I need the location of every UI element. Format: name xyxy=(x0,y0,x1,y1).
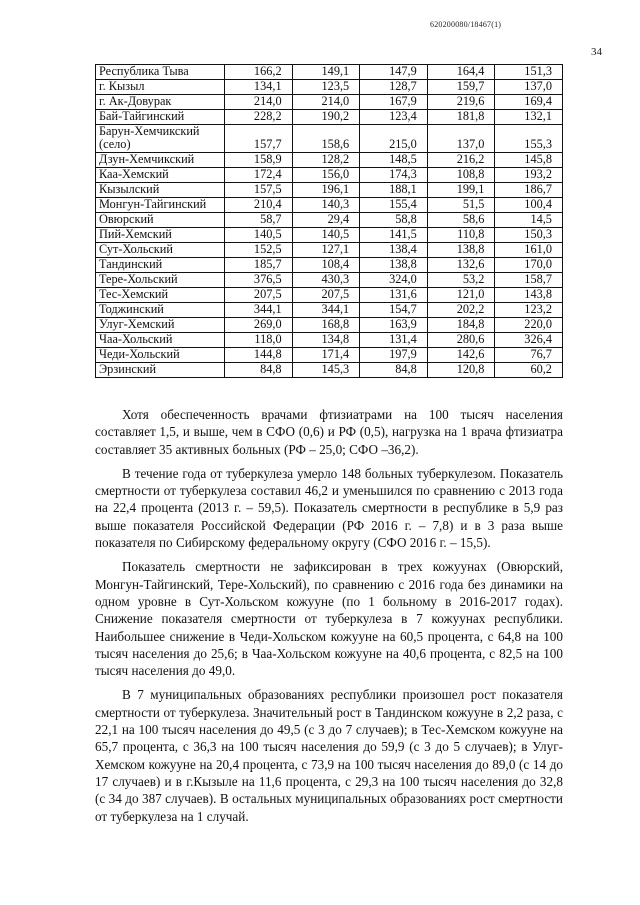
value-cell: 108,4 xyxy=(292,258,360,273)
value-cell: 140,3 xyxy=(292,198,360,213)
region-name-cell: Тоджинский xyxy=(96,303,225,318)
value-cell: 430,3 xyxy=(292,273,360,288)
value-cell: 123,5 xyxy=(292,80,360,95)
value-cell: 147,9 xyxy=(360,65,428,80)
table-row xyxy=(96,125,563,153)
value-cell: 174,3 xyxy=(360,168,428,183)
value-cell: 123,4 xyxy=(360,110,428,125)
value-cell: 151,3 xyxy=(495,65,563,80)
table-row xyxy=(96,213,563,228)
region-name-cell: Тере-Хольский xyxy=(96,273,225,288)
value-cell: 138,4 xyxy=(360,243,428,258)
value-cell: 120,8 xyxy=(427,363,495,378)
value-cell: 140,5 xyxy=(225,228,293,243)
value-cell: 84,8 xyxy=(360,363,428,378)
value-cell: 228,2 xyxy=(225,110,293,125)
table-row xyxy=(96,318,563,333)
table-row xyxy=(96,273,563,288)
value-cell: 128,7 xyxy=(360,80,428,95)
value-cell: 140,5 xyxy=(292,228,360,243)
value-cell: 220,0 xyxy=(495,318,563,333)
value-cell: 76,7 xyxy=(495,348,563,363)
table-row xyxy=(96,363,563,378)
value-cell: 134,1 xyxy=(225,80,293,95)
table-row xyxy=(96,333,563,348)
value-cell: 376,5 xyxy=(225,273,293,288)
table-row xyxy=(96,110,563,125)
table-row xyxy=(96,303,563,318)
value-cell: 188,1 xyxy=(360,183,428,198)
paragraph: Показатель смертности не зафиксирован в трех кожуунах (Овюрский, Монгун-Тайгинский, Тере-Хольский), по сравнению с 2016 года без динамики на одном уровне в Сут-Хольском кожууне (по 1 больному в 2016-2017 годах). Снижение показателя смертности от туберкулеза в 7 кожуунах республики. Наибольшее снижение в Чеди-Хольском кожууне на 60,5 процента, с 64,8 на 100 тысяч населения до 25,6; в Чаа-Хольском кожууне на 40,6 процента, с 82,5 на 100 тысяч населения до 49,0. xyxy=(95,559,563,679)
value-cell: 110,8 xyxy=(427,228,495,243)
value-cell: 190,2 xyxy=(292,110,360,125)
value-cell: 169,4 xyxy=(495,95,563,110)
value-cell: 163,9 xyxy=(360,318,428,333)
region-name-cell: Тес-Хемский xyxy=(96,288,225,303)
value-cell: 53,2 xyxy=(427,273,495,288)
region-name-cell: Пий-Хемский xyxy=(96,228,225,243)
region-name-cell: Эрзинский xyxy=(96,363,225,378)
value-cell: 214,0 xyxy=(225,95,293,110)
value-cell: 326,4 xyxy=(495,333,563,348)
value-cell: 210,4 xyxy=(225,198,293,213)
region-name-cell: Монгун-Тайгинский xyxy=(96,198,225,213)
value-cell: 123,2 xyxy=(495,303,563,318)
value-cell: 185,7 xyxy=(225,258,293,273)
region-name-cell: Тандинский xyxy=(96,258,225,273)
value-cell: 157,7 xyxy=(225,125,293,153)
value-cell: 138,8 xyxy=(427,243,495,258)
value-cell: 58,7 xyxy=(225,213,293,228)
value-cell: 142,6 xyxy=(427,348,495,363)
region-name-cell: Улуг-Хемский xyxy=(96,318,225,333)
value-cell: 128,2 xyxy=(292,153,360,168)
value-cell: 269,0 xyxy=(225,318,293,333)
value-cell: 172,4 xyxy=(225,168,293,183)
value-cell: 181,8 xyxy=(427,110,495,125)
value-cell: 141,5 xyxy=(360,228,428,243)
value-cell: 171,4 xyxy=(292,348,360,363)
value-cell: 84,8 xyxy=(225,363,293,378)
region-name-cell: Каа-Хемский xyxy=(96,168,225,183)
value-cell: 60,2 xyxy=(495,363,563,378)
value-cell: 156,0 xyxy=(292,168,360,183)
value-cell: 199,1 xyxy=(427,183,495,198)
value-cell: 100,4 xyxy=(495,198,563,213)
value-cell: 143,8 xyxy=(495,288,563,303)
table-row xyxy=(96,168,563,183)
value-cell: 134,8 xyxy=(292,333,360,348)
value-cell: 215,0 xyxy=(360,125,428,153)
table-row xyxy=(96,183,563,198)
value-cell: 131,4 xyxy=(360,333,428,348)
value-cell: 219,6 xyxy=(427,95,495,110)
value-cell: 51,5 xyxy=(427,198,495,213)
value-cell: 344,1 xyxy=(225,303,293,318)
paragraph: В течение года от туберкулеза умерло 148 больных туберкулезом. Показатель смертности от туберкулеза составил 46,2 и уменьшился по сравнению с 2013 года на 22,4 процента (2013 г. – 59,5). Показатель смертности в республике в 5,9 раз выше показателя Российской Федерации (РФ 2016 г. – 7,8) и в 3 раза выше показателя по Сибирскому федеральному округу (СФО 2016 г. – 15,5). xyxy=(95,465,563,551)
region-name-cell: Дзун-Хемчикский xyxy=(96,153,225,168)
value-cell: 207,5 xyxy=(225,288,293,303)
table-row xyxy=(96,153,563,168)
table-row xyxy=(96,348,563,363)
value-cell: 150,3 xyxy=(495,228,563,243)
value-cell: 324,0 xyxy=(360,273,428,288)
table-row xyxy=(96,80,563,95)
region-name-cell: Барун-Хемчикский (село) xyxy=(96,125,225,153)
value-cell: 148,5 xyxy=(360,153,428,168)
region-name-cell: г. Ак-Довурак xyxy=(96,95,225,110)
region-name-cell: Кызылский xyxy=(96,183,225,198)
body-text xyxy=(95,406,563,832)
table-row xyxy=(96,288,563,303)
value-cell: 159,7 xyxy=(427,80,495,95)
mortality-table-body xyxy=(96,65,563,378)
value-cell: 137,0 xyxy=(495,80,563,95)
value-cell: 145,3 xyxy=(292,363,360,378)
value-cell: 167,9 xyxy=(360,95,428,110)
value-cell: 132,6 xyxy=(427,258,495,273)
value-cell: 14,5 xyxy=(495,213,563,228)
value-cell: 186,7 xyxy=(495,183,563,198)
value-cell: 155,3 xyxy=(495,125,563,153)
value-cell: 137,0 xyxy=(427,125,495,153)
table-row xyxy=(96,65,563,80)
region-name-cell: Республика Тыва xyxy=(96,65,225,80)
region-name-cell: г. Кызыл xyxy=(96,80,225,95)
document-id: 620200080/18467(1) xyxy=(430,20,502,29)
region-name-cell: Чаа-Хольский xyxy=(96,333,225,348)
value-cell: 161,0 xyxy=(495,243,563,258)
value-cell: 207,5 xyxy=(292,288,360,303)
paragraph: В 7 муниципальных образованиях республики произошел рост показателя смертности от туберкулеза. Значительный рост в Тандинском кожууне в 2,2 раза, с 22,1 на 100 тысяч населения до 49,5 (с 3 до 7 случаев); в Тес-Хемском кожууне на 65,7 процента, с 36,3 на 100 тысяч населения до 59,9 (с 3 до 5 случаев); в Улуг-Хемском кожууне на 20,4 процента, с 73,9 на 100 тысяч населения до 89,0 (с 14 до 17 случаев) и в г.Кызыле на 11,6 процента, с 29,3 на 100 тысяч населения до 32,8 (с 34 до 387 случаев). В остальных муниципальных образованиях рост смертности от туберкулеза на 1 случай. xyxy=(95,687,563,824)
value-cell: 154,7 xyxy=(360,303,428,318)
value-cell: 131,6 xyxy=(360,288,428,303)
value-cell: 197,9 xyxy=(360,348,428,363)
mortality-table xyxy=(95,64,563,378)
region-name-cell: Чеди-Хольский xyxy=(96,348,225,363)
table-row xyxy=(96,95,563,110)
table-row xyxy=(96,198,563,213)
value-cell: 108,8 xyxy=(427,168,495,183)
value-cell: 158,9 xyxy=(225,153,293,168)
table-row xyxy=(96,258,563,273)
value-cell: 58,8 xyxy=(360,213,428,228)
value-cell: 152,5 xyxy=(225,243,293,258)
value-cell: 157,5 xyxy=(225,183,293,198)
table-row xyxy=(96,243,563,258)
value-cell: 170,0 xyxy=(495,258,563,273)
value-cell: 280,6 xyxy=(427,333,495,348)
value-cell: 216,2 xyxy=(427,153,495,168)
value-cell: 127,1 xyxy=(292,243,360,258)
value-cell: 121,0 xyxy=(427,288,495,303)
value-cell: 214,0 xyxy=(292,95,360,110)
value-cell: 164,4 xyxy=(427,65,495,80)
value-cell: 166,2 xyxy=(225,65,293,80)
value-cell: 144,8 xyxy=(225,348,293,363)
value-cell: 138,8 xyxy=(360,258,428,273)
value-cell: 196,1 xyxy=(292,183,360,198)
value-cell: 158,7 xyxy=(495,273,563,288)
region-name-cell: Бай-Тайгинский xyxy=(96,110,225,125)
value-cell: 149,1 xyxy=(292,65,360,80)
value-cell: 184,8 xyxy=(427,318,495,333)
value-cell: 58,6 xyxy=(427,213,495,228)
table-row xyxy=(96,228,563,243)
paragraph: Хотя обеспеченность врачами фтизиатрами на 100 тысяч населения составляет 1,5, и выше, чем в СФО (0,6) и РФ (0,5), нагрузка на 1 врача фтизиатра составляет 35 активных больных (РФ – 25,0; СФО –36,2). xyxy=(95,407,563,457)
value-cell: 118,0 xyxy=(225,333,293,348)
value-cell: 344,1 xyxy=(292,303,360,318)
value-cell: 155,4 xyxy=(360,198,428,213)
value-cell: 168,8 xyxy=(292,318,360,333)
value-cell: 132,1 xyxy=(495,110,563,125)
value-cell: 158,6 xyxy=(292,125,360,153)
value-cell: 193,2 xyxy=(495,168,563,183)
value-cell: 145,8 xyxy=(495,153,563,168)
region-name-cell: Овюрский xyxy=(96,213,225,228)
region-name-cell: Сут-Хольский xyxy=(96,243,225,258)
value-cell: 29,4 xyxy=(292,213,360,228)
page-number: 34 xyxy=(591,46,602,58)
value-cell: 202,2 xyxy=(427,303,495,318)
